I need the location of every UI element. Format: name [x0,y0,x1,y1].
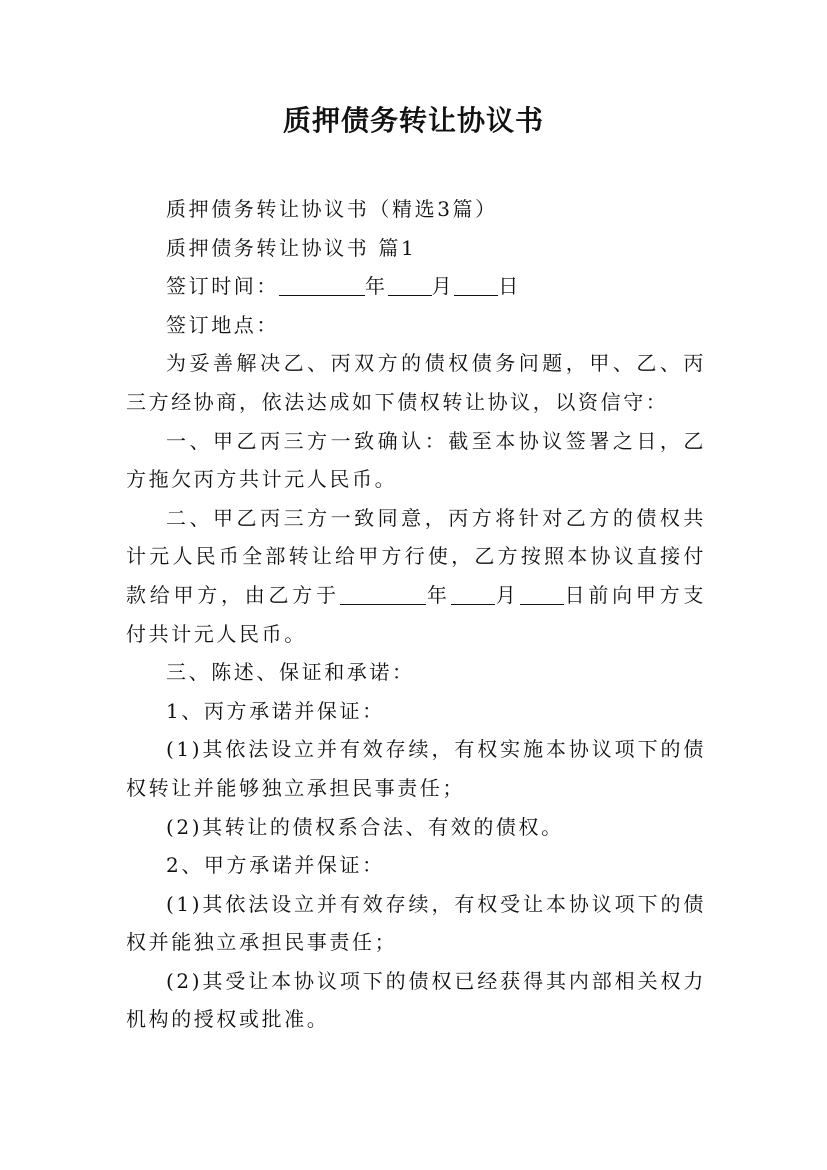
paragraph-3: 三、陈述、保证和承诺： [166,660,415,685]
sign-place-line: 签订地点： [166,312,279,337]
document-body [126,190,706,1039]
pay-month-label: 月 [494,582,520,607]
section-heading: 质押债务转让协议书 篇1 [166,235,417,260]
paragraph-3-2-2: (2)其受让本协议项下的债权已经获得其内部相关权力机构的授权或批准。 [126,968,706,1032]
paragraph-2 [126,499,706,653]
day-blank [454,275,498,296]
paragraph-3-1: 1、丙方承诺并保证： [166,698,385,723]
paragraph-2-lead: 二、甲乙丙三方一致同意，丙方将针对乙方的债权共计元人民币全部转让给甲方行使，乙方按照本协议直接付款给甲方，由乙方于 [126,505,706,607]
month-blank [388,275,432,296]
year-label: 年 [365,274,388,299]
sign-time-line [126,267,706,306]
paragraph-1: 一、甲乙丙三方一致确认：截至本协议签署之日，乙方拖欠丙方共计元人民币。 [126,428,706,492]
day-label: 日 [498,274,521,299]
month-label: 月 [431,274,455,299]
subtitle: 质押债务转让协议书（精选3篇） [166,197,498,221]
paragraph-intro: 为妥善解决乙、丙双方的债权债务问题，甲、乙、丙三方经协商，依法达成如下债权转让协议，以资信守： [126,351,706,414]
paragraph-2-tail: 日前向甲方支付共计元人民币。 [126,582,707,646]
pay-year-blank [340,584,426,605]
sign-time-label: 签订时间： [166,274,279,299]
document-title: 质押债务转让协议书 [282,104,544,137]
pay-day-blank [520,584,564,605]
paragraph-3-2-1: (1)其依法设立并有效存续，有权受让本协议项下的债权并能独立承担民事责任； [126,891,706,955]
year-blank [279,275,365,296]
paragraph-3-1-1: (1)其依法设立并有效存续，有权实施本协议项下的债权转让并能够独立承担民事责任； [126,737,706,800]
pay-month-blank [451,584,495,605]
paragraph-3-2: 2、甲方承诺并保证： [166,853,385,878]
paragraph-3-1-2: (2)其转让的债权系合法、有效的债权。 [166,814,564,839]
pay-year-label: 年 [425,582,451,607]
